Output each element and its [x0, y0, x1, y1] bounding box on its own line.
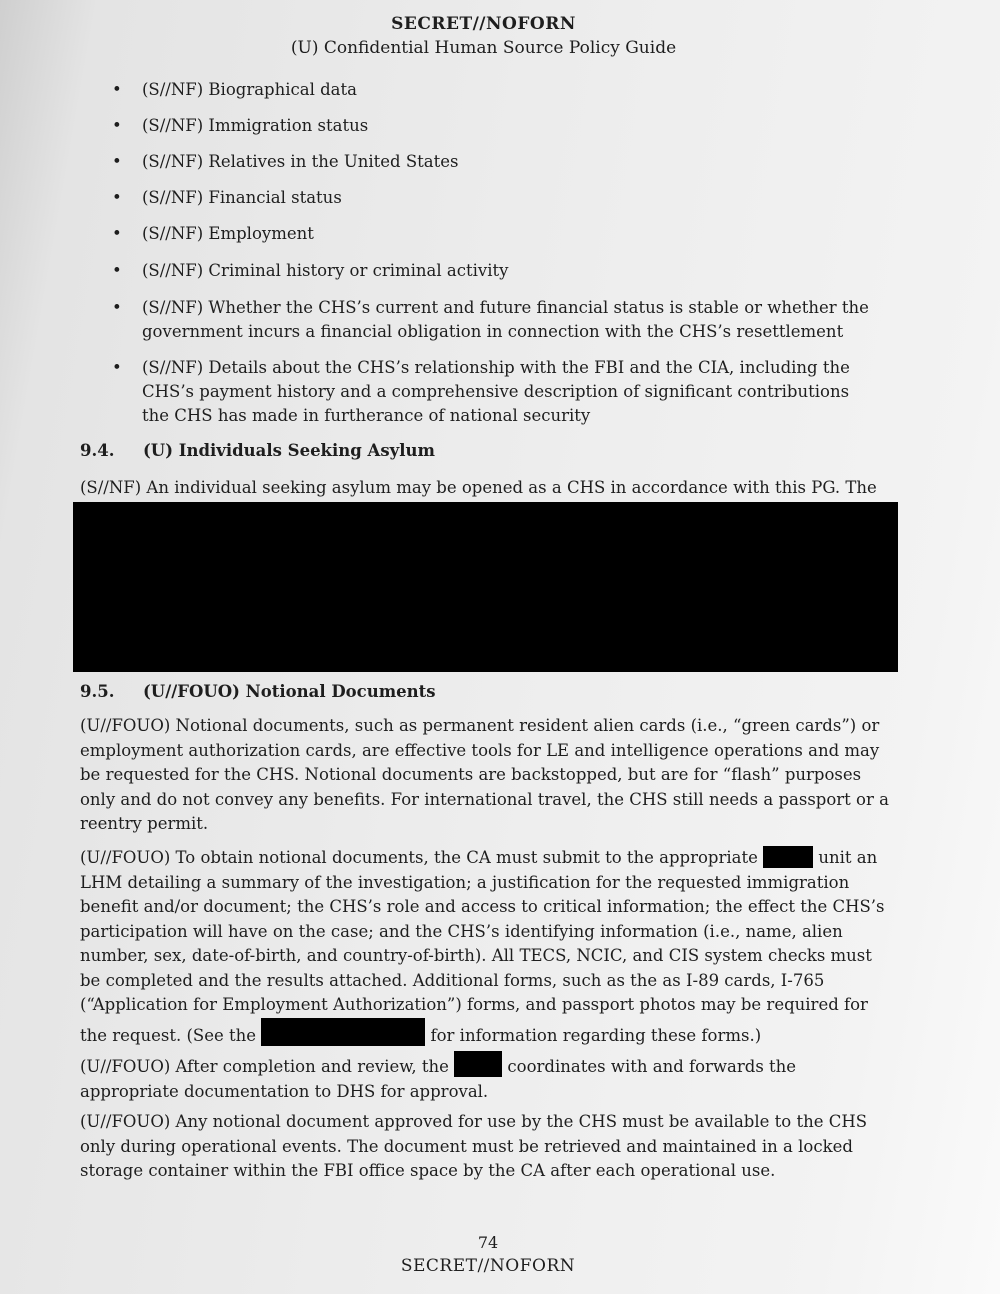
redaction-block	[261, 1018, 425, 1046]
bullet-icon: •	[112, 224, 122, 243]
list-item	[112, 222, 872, 246]
paragraph-text: coordinates with and forwards the appropriate documentation to DHS for approval.	[80, 1057, 797, 1101]
list-item	[112, 150, 872, 174]
list-item-text: (S//NF) Biographical data	[142, 80, 357, 99]
list-item-text: (S//NF) Whether the CHS’s current and future financial status is stable or whether the government incurs a financial obligation in connection with the CHS’s resettlement	[142, 298, 869, 341]
paragraph: (U//FOUO) Notional documents, such as permanent resident alien cards (i.e., “green cards”) or employment authorization cards, are effective tools for LE and intelligence operations and may be requested for the CHS. Notional documents are backstopped, but are for “flash” purposes only and do not convey any benefits. For international travel, the CHS still needs a passport or a reentry permit.	[80, 716, 889, 833]
header-classification: SECRET//NOFORN	[391, 14, 576, 34]
list-item	[112, 259, 872, 283]
paragraph-text: for information regarding these forms.)	[430, 1025, 762, 1045]
paragraph: (U//FOUO) Any notional document approved for use by the CHS must be available to the CHS only during operational events. The document must be retrieved and maintained in a locked storage container within the FBI office space by the CA after each operational use.	[80, 1112, 868, 1180]
footer-classification: SECRET//NOFORN	[400, 1256, 576, 1276]
bullet-icon: •	[112, 188, 122, 207]
bullet-icon: •	[112, 298, 122, 317]
list-item	[112, 78, 872, 102]
section-heading: (U//FOUO) Notional Documents	[143, 682, 436, 701]
list-item-text: (S//NF) Details about the CHS’s relationship with the FBI and the CIA, including the CHS’s payment history and a comprehensive description of significant contributions the CHS has made in furtherance of national security	[142, 358, 850, 425]
bullet-icon: •	[112, 358, 122, 377]
paragraph-text: unit an LHM detailing a summary of the investigation; a justification for the requested immigration benefit and/or document; the CHS’s role and access to critical information; the effect the CHS’s participation will have on the case; and the CHS’s identifying information (i.e., name, alien number, sex, date-of-birth, and country-of-birth). All TECS, NCIC, and CIS system checks must be completed and the results attached. Additional forms, such as the as I-89 cards, I-765 (“Application for Employment Authorization”) forms, and passport photos may be required for the request. (See the	[80, 848, 885, 1045]
list-item-text: (S//NF) Relatives in the United States	[142, 152, 459, 171]
list-item	[112, 356, 872, 428]
list-item-text: (S//NF) Financial status	[142, 188, 342, 207]
bullet-icon: •	[112, 152, 122, 171]
paragraph	[80, 1051, 895, 1104]
list-item-text: (S//NF) Immigration status	[142, 116, 369, 135]
list-item	[112, 114, 872, 138]
bullet-icon: •	[112, 80, 122, 99]
list-item	[112, 296, 872, 344]
paragraph	[80, 846, 895, 1048]
list-item-text: (S//NF) Employment	[142, 224, 314, 243]
list-item-text: (S//NF) Criminal history or criminal activity	[142, 261, 509, 280]
section-number: 9.5.	[80, 682, 115, 701]
section-heading: (U) Individuals Seeking Asylum	[143, 441, 435, 460]
redaction-block	[454, 1051, 502, 1077]
paragraph-text: (U//FOUO) To obtain notional documents, the CA must submit to the appropriate	[80, 848, 758, 867]
header-title: (U) Confidential Human Source Policy Guide	[290, 38, 677, 58]
bullet-icon: •	[112, 261, 122, 280]
bullet-icon: •	[112, 116, 122, 135]
paragraph: (S//NF) An individual seeking asylum may be opened as a CHS in accordance with this PG. The	[80, 478, 877, 497]
paragraph-text: (U//FOUO) After completion and review, the	[80, 1057, 449, 1076]
list-item	[112, 186, 872, 210]
redaction-block	[73, 502, 898, 672]
redaction-block	[763, 846, 813, 868]
section-number: 9.4.	[80, 441, 115, 460]
page-number: 74	[477, 1233, 499, 1252]
